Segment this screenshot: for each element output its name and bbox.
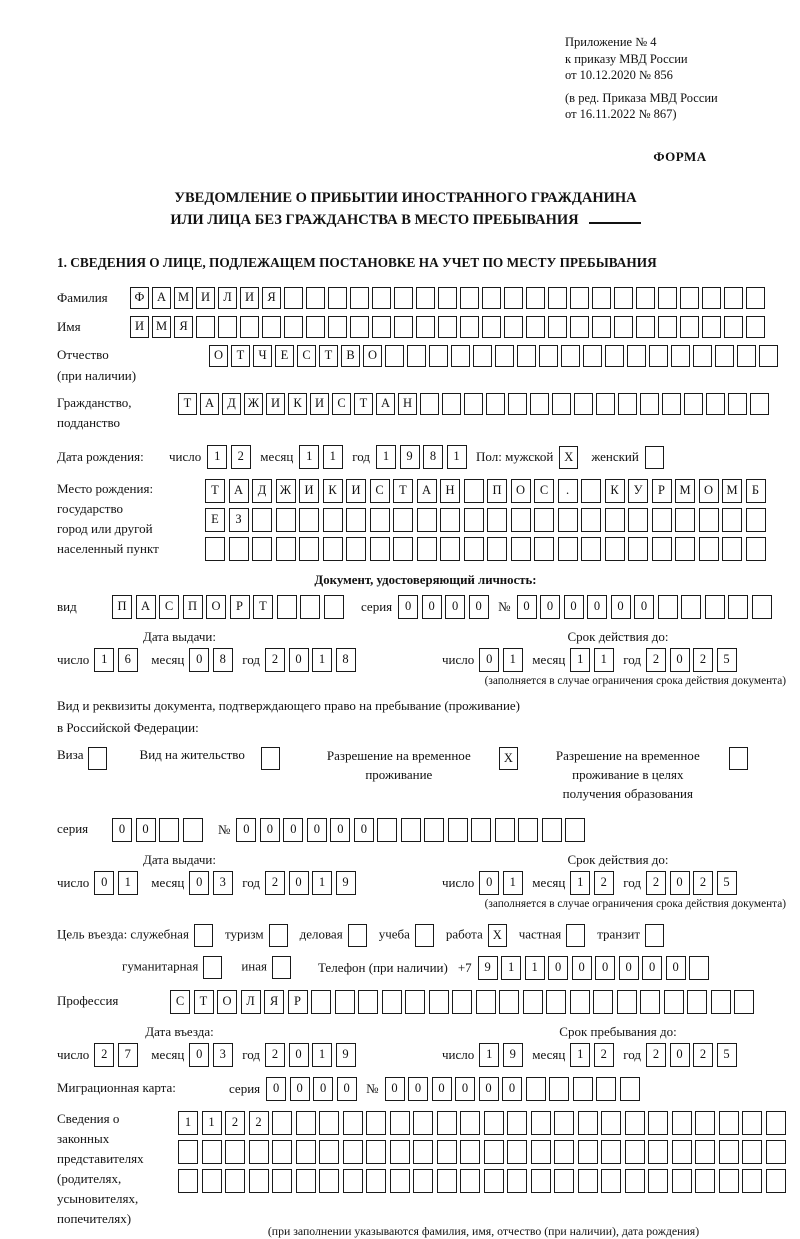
issue2-valid-year-input[interactable]: 2 0 2 5 [646, 871, 740, 895]
profession-row [57, 990, 794, 1014]
year-label: год [623, 874, 642, 890]
id-doc-heading: Документ, удостоверяющий личность: [314, 573, 537, 587]
issue1-valid-day-input[interactable]: 0 1 [479, 648, 526, 672]
id-doc-seria-label: серия [361, 599, 393, 614]
purpose-item: учеба [379, 924, 437, 947]
rvpo-label: Разрешение на временное проживание в целях получения образования [555, 748, 700, 801]
birth-year-input[interactable]: 1 9 8 1 [376, 445, 470, 469]
vnj-checkbox[interactable] [261, 747, 283, 770]
permit-number-label: № [218, 821, 231, 837]
title-line-2: ИЛИ ЛИЦА БЕЗ ГРАЖДАНСТВА В МЕСТО ПРЕБЫВАНИЯ [57, 209, 754, 231]
purpose-item: туризм [225, 924, 291, 947]
permit-seria-label: серия [57, 821, 89, 837]
purpose-row-2 [57, 956, 794, 980]
representatives-row [57, 1109, 794, 1239]
rvpo-checkbox[interactable] [729, 747, 751, 770]
legal-reference [565, 34, 794, 84]
legal-line: Приложение № 4 [565, 35, 657, 49]
issue2-month-input[interactable]: 0 3 [189, 871, 236, 895]
issue2-valid-day-input[interactable]: 0 1 [479, 871, 526, 895]
legal-line: к приказу МВД России [565, 51, 688, 66]
entry-year-input[interactable]: 2 0 1 9 [265, 1043, 359, 1067]
month-label: месяц [260, 449, 294, 464]
name-row [57, 316, 794, 338]
birth-place-line1-input[interactable]: Т А Д Ж И К И С Т А Н П О С . К У Р М О М Б [205, 479, 769, 503]
birth-place-label: Место рождения: государство город или другой населенный пункт [57, 481, 159, 557]
month-label: месяц [151, 874, 185, 890]
surname-input[interactable]: Ф А М И Л И Я [130, 287, 768, 309]
page-title [57, 187, 794, 232]
migration-card-label: Миграционная карта: [57, 1080, 176, 1096]
resid-doc-options [57, 747, 794, 804]
month-label: месяц [532, 1046, 566, 1062]
purpose-business-checkbox[interactable] [189, 924, 216, 947]
issue1-valid-month-input[interactable]: 1 1 [570, 648, 617, 672]
section1-heading: 1. СВЕДЕНИЯ О ЛИЦЕ, ПОДЛЕЖАЩЕМ ПОСТАНОВКЕ НА УЧЕТ ПО МЕСТУ ПРЕБЫВАНИЯ [57, 255, 657, 271]
stay-month-input[interactable]: 1 2 [570, 1043, 617, 1067]
representatives-label: Сведения о законных представителях (родителях, усыновителях, попечителях) [57, 1110, 144, 1227]
validity-note: (заполняется в случае ограничения срока действия документа) [484, 897, 786, 910]
sex-female-checkbox[interactable] [645, 446, 667, 469]
forma-label: ФОРМА [653, 148, 707, 164]
patronymic-label: Отчество (при наличии) [57, 347, 137, 383]
year-label: год [623, 652, 642, 667]
issue-date-heading: Дата выдачи: [142, 851, 216, 867]
legal-amendment [565, 90, 794, 123]
year-label: год [623, 1046, 642, 1062]
surname-label: Фамилия [57, 290, 108, 306]
id-doc-row [57, 595, 794, 619]
month-label: месяц [151, 652, 185, 667]
day-label: число [169, 449, 202, 464]
purpose-other-checkbox[interactable] [267, 956, 294, 979]
resid-doc-intro [57, 695, 794, 739]
birth-place-line3-input[interactable] [205, 537, 769, 561]
issue2-valid-month-input[interactable]: 1 2 [570, 871, 617, 895]
purpose-study-checkbox[interactable] [410, 924, 437, 947]
stay-day-input[interactable]: 1 9 [479, 1043, 526, 1067]
representatives-line2-input[interactable] [178, 1140, 789, 1164]
representatives-note: (при заполнении указываются фамилия, имя, отчество (при наличии), дата рождения) [267, 1223, 700, 1238]
sex-male-label: Пол: мужской [476, 449, 554, 464]
phone-label: Телефон (при наличии) [317, 959, 448, 975]
patronymic-input[interactable]: О Т Ч Е С Т В О [209, 345, 781, 367]
rvp-label: Разрешение на временное проживание [326, 748, 471, 783]
sex-male-checkbox[interactable]: X [559, 446, 581, 469]
permit-seria-row [57, 818, 794, 842]
year-label: год [352, 449, 371, 464]
issue2-year-input[interactable]: 2 0 1 9 [265, 871, 359, 895]
permit-dates [57, 852, 794, 910]
month-label: месяц [151, 1046, 185, 1062]
month-label: месяц [532, 652, 566, 667]
citizenship-label: Гражданство, подданство [57, 394, 132, 430]
issue1-year-input[interactable]: 2 0 1 8 [265, 648, 359, 672]
day-label: число [442, 1046, 475, 1062]
birth-month-input[interactable]: 1 1 [299, 445, 346, 469]
visa-checkbox[interactable] [88, 747, 110, 770]
id-doc-dates [57, 629, 794, 687]
vnj-label: Вид на жительство [139, 747, 245, 763]
stay-until-heading: Срок пребывания до: [559, 1023, 677, 1039]
purpose-tourism-checkbox[interactable] [264, 924, 291, 947]
citizenship-input[interactable]: Т А Д Ж И К И С Т А Н [178, 393, 772, 415]
day-label: число [442, 874, 475, 890]
permit-seria-input[interactable]: 0 0 [112, 818, 206, 842]
issue1-month-input[interactable]: 0 8 [189, 648, 236, 672]
legal-line: от 10.12.2020 № 856 [565, 68, 673, 82]
representatives-line1-input[interactable]: 1 1 2 2 [178, 1111, 789, 1135]
day-label: число [57, 874, 90, 890]
id-doc-number-label: № [498, 599, 511, 614]
entry-dates [57, 1024, 794, 1067]
day-label: число [57, 652, 90, 667]
purpose-item: иная [241, 956, 294, 979]
name-input[interactable]: И М Я [130, 316, 768, 338]
month-label: месяц [532, 874, 566, 890]
id-doc-seria-input[interactable]: 0 0 0 0 [398, 595, 492, 619]
entry-month-input[interactable]: 0 3 [189, 1043, 236, 1067]
entry-date-heading: Дата въезда: [145, 1023, 214, 1039]
profession-input[interactable]: С Т О Л Я Р [170, 990, 758, 1014]
day-label: число [57, 1046, 90, 1062]
purpose-item: частная [519, 924, 588, 947]
purpose-item: работа X [446, 924, 510, 947]
migration-seria-input[interactable]: 0 0 0 0 [266, 1077, 360, 1101]
phone-prefix: +7 [457, 959, 472, 975]
birth-place-line2-input[interactable]: Е З [205, 508, 769, 532]
representatives-line3-input[interactable] [178, 1169, 789, 1193]
year-label: год [242, 874, 261, 890]
id-doc-vid-label: вид [57, 598, 77, 614]
visa-label: Виза [57, 747, 84, 763]
name-label: Имя [57, 319, 81, 335]
birth-place-row [57, 479, 794, 561]
purpose-item: гуманитарная [122, 956, 225, 979]
birth-day-input[interactable]: 1 2 [207, 445, 254, 469]
profession-label: Профессия [57, 993, 119, 1009]
legal-line: (в ред. Приказа МВД России [565, 90, 718, 105]
entry-day-input[interactable]: 2 7 [94, 1043, 141, 1067]
purpose-commercial-checkbox[interactable] [343, 924, 370, 947]
issue-date-heading: Дата выдачи: [142, 629, 216, 644]
migration-number-label: № [366, 1080, 379, 1096]
title-line-1: УВЕДОМЛЕНИЕ О ПРИБЫТИИ ИНОСТРАННОГО ГРАЖДАНИНА [174, 189, 637, 206]
purpose-humanitarian-checkbox[interactable] [198, 956, 225, 979]
surname-row [57, 287, 794, 309]
purpose-item: Цель въезда: служебная [57, 924, 216, 947]
birth-date-row [57, 445, 794, 469]
issue1-valid-year-input[interactable]: 2 0 2 5 [646, 648, 740, 672]
purpose-item: транзит [597, 924, 667, 947]
year-label: год [242, 1046, 261, 1062]
issue1-day-input[interactable]: 1 6 [94, 648, 141, 672]
permit-number-input[interactable]: 0 0 0 0 0 0 [236, 818, 589, 842]
migration-card-row [57, 1077, 794, 1101]
rvp-checkbox[interactable]: X [499, 747, 521, 770]
purpose-row-1 [57, 924, 794, 947]
year-label: год [242, 652, 261, 667]
stay-year-input[interactable]: 2 0 2 5 [646, 1043, 740, 1067]
citizenship-row [57, 393, 794, 433]
legal-line: от 16.11.2022 № 867) [565, 107, 677, 121]
purpose-item: деловая [300, 924, 370, 947]
id-doc-type-input[interactable]: П А С П О Р Т [112, 595, 347, 619]
patronymic-row [57, 345, 794, 385]
resid-doc-line2: в Российской Федерации: [57, 720, 199, 736]
title-blank-line [589, 210, 641, 224]
purpose-transit-checkbox[interactable] [640, 924, 667, 947]
migration-seria-label: серия [229, 1080, 261, 1096]
migration-number-input[interactable]: 0 0 0 0 0 0 [385, 1077, 644, 1101]
day-label: число [442, 652, 475, 667]
purpose-private-checkbox[interactable] [561, 924, 588, 947]
resid-doc-line1: Вид и реквизиты документа, подтверждающего право на пребывание (проживание) [57, 698, 521, 713]
id-doc-number-input[interactable]: 0 0 0 0 0 0 [517, 595, 776, 619]
purpose-work-checkbox[interactable]: X [483, 924, 510, 947]
sex-female-label: женский [591, 449, 639, 464]
issue2-day-input[interactable]: 0 1 [94, 871, 141, 895]
valid-until-heading: Срок действия до: [567, 851, 669, 867]
validity-note: (заполняется в случае ограничения срока действия документа) [484, 675, 786, 687]
valid-until-heading: Срок действия до: [567, 629, 669, 644]
phone-input[interactable]: 9 1 1 0 0 0 0 0 0 [478, 956, 713, 980]
birth-date-label: Дата рождения: [57, 448, 144, 464]
